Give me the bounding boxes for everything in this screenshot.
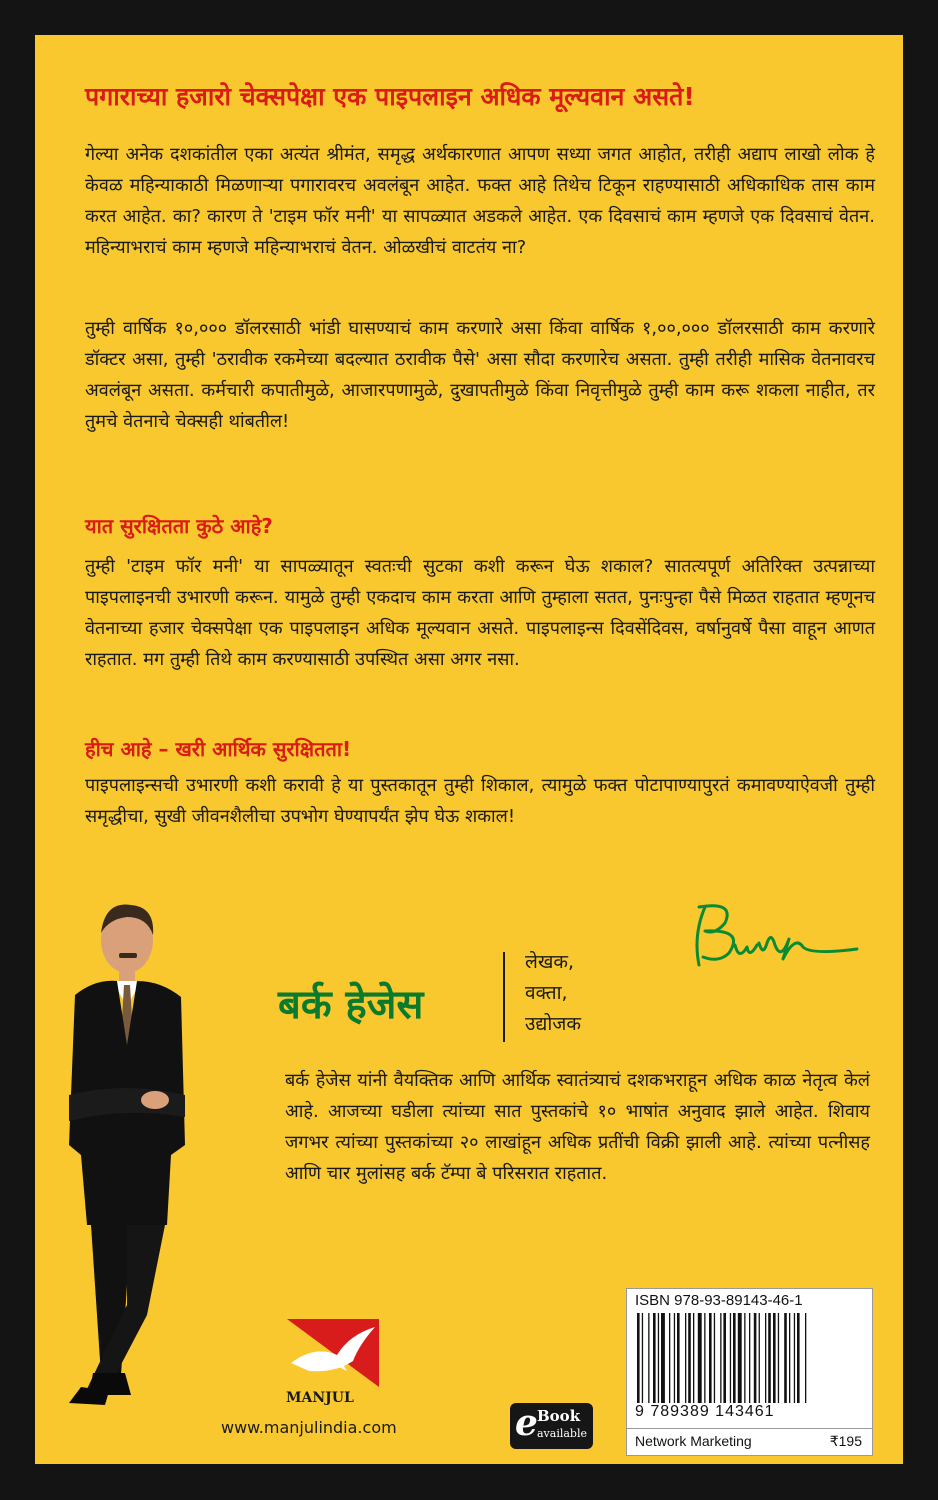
barcode-bar <box>658 1313 659 1403</box>
barcode-bar <box>714 1313 715 1403</box>
barcode-bar <box>768 1313 771 1403</box>
isbn-block <box>626 1288 873 1429</box>
role-entrepreneur: उद्योजक <box>525 1013 581 1035</box>
barcode-bar <box>685 1313 686 1403</box>
divider <box>503 952 505 1042</box>
barcode <box>635 1313 865 1403</box>
author-name: बर्क हेजेस <box>278 982 424 1028</box>
barcode-bar <box>733 1313 736 1403</box>
role-writer: लेखक, <box>525 951 575 973</box>
barcode-bar <box>784 1313 787 1403</box>
barcode-bar <box>693 1313 694 1403</box>
author-roles <box>525 947 581 1040</box>
barcode-bar <box>669 1313 670 1403</box>
barcode-bar <box>674 1313 675 1403</box>
barcode-bar <box>794 1313 795 1403</box>
paragraph-4: पाइपलाइन्सची उभारणी कशी करावी हे या पुस्तकातून तुम्ही शिकाल, त्यामुळे फक्त पोटापाण्यापुरतं कमावण्याऐवजी तुम्ही समृद्धीचा, सुखी जीवनशैलीचा उपभोग घेण्यापर्यंत झेप घेऊ शकाल! <box>85 775 875 827</box>
barcode-bar <box>720 1313 721 1403</box>
barcode-bar <box>749 1313 750 1403</box>
barcode-digits: 9 789389 143461 <box>635 1403 775 1420</box>
ebook-letter: e <box>515 1402 538 1444</box>
barcode-bar <box>661 1313 665 1403</box>
barcode-bar <box>653 1313 656 1403</box>
barcode-bar <box>704 1313 705 1403</box>
price-label: ₹195 <box>829 1433 862 1449</box>
subheading-security: यात सुरक्षितता कुठे आहे? <box>85 514 273 538</box>
barcode-bar <box>778 1313 779 1403</box>
barcode-bar <box>677 1313 680 1403</box>
paragraph-3: तुम्ही 'टाइम फॉर मनी' या सापळ्यातून स्वतःची सुटका कशी करून घेऊ शकाल? सातत्यपूर्ण अतिरिक्त उत्पन्नाच्या पाइपलाइनची उभारणी करून. यामुळे तुम्ही एकदाच काम करता आणि तुम्हाला सतत, पुनःपुन्हा पैसे मिळत राहतात म्हणूनच वेतनाच्या हजार चेक्सपेक्षा एक पाइपलाइन अधिक मूल्यवान असते. पाइपलाइन्स दिवसेंदिवस, वर्षानुवर्षे पैसा वाहून आणत राहतात. मग तुम्ही तिथे काम करण्यासाठी उपस्थित असा अगर नसा. <box>85 556 875 670</box>
barcode-bar <box>723 1313 726 1403</box>
barcode-bar <box>698 1313 702 1403</box>
paragraph-2: तुम्ही वार्षिक १०,००० डॉलरसाठी भांडी घासण्याचं काम करणारे असा किंवा वार्षिक १,००,००० डॉलरसाठी काम करणारे डॉक्टर असा, तुम्ही 'ठरावीक रकमेच्या बदल्यात ठरावीक पैसे' असा सौदा करणारेच असता. तुम्ही तरीही मासिक वेतनावरच अवलंबून असता. कर्मचारी कपातीमुळे, आजारपणामुळे, दुखापतीमुळे किंवा निवृत्तीमुळे तुम्ही काम करू शकला नाहीत, तर तुमचे वेतनाचे चेक्सही थांबतील! <box>85 318 875 432</box>
barcode-bar <box>688 1313 691 1403</box>
barcode-bar <box>642 1313 643 1403</box>
barcode-bar <box>648 1313 649 1403</box>
barcode-bar <box>738 1313 742 1403</box>
author-bio: बर्क हेजेस यांनी वैयक्तिक आणि आर्थिक स्वातंत्र्याचं दशकभराहून अधिक काळ नेतृत्व केलं आहे. आजच्या घडीला त्यांच्या सात पुस्तकांचे १० भाषांत अनुवाद झाले आहेत. शिवाय जगभर त्यांच्या पुस्तकांच्या २० लाखांहून अधिक प्रतींची विक्री झाली आहे. त्यांच्या पत्नीसह आणि चार मुलांसह बर्क टॅम्पा बे परिसरात राहतात. <box>285 1070 870 1184</box>
isbn-label: ISBN 978-93-89143-46-1 <box>635 1292 803 1309</box>
subheading-true-security: हीच आहे – खरी आर्थिक सुरक्षितता! <box>85 737 352 761</box>
barcode-bar <box>754 1313 757 1403</box>
publisher-name: MANJUL <box>286 1390 354 1406</box>
ebook-book-label: Book <box>537 1407 581 1425</box>
category-price-box <box>626 1428 873 1456</box>
barcode-bar <box>765 1313 766 1403</box>
book-back-cover <box>35 35 903 1464</box>
barcode-bar <box>805 1313 806 1403</box>
publisher-website: www.manjulindia.com <box>221 1418 397 1437</box>
barcode-bar <box>789 1313 790 1403</box>
category-label: Network Marketing <box>635 1433 752 1449</box>
paragraph-1: गेल्या अनेक दशकांतील एका अत्यंत श्रीमंत, समृद्ध अर्थकारणात आपण सध्या जगत आहोत, तरीही अद्याप लाखो लोक हे केवळ महिन्याकाठी मिळणाऱ्या पगारावरच अवलंबून आहेत. फक्त आहे तिथेच टिकून राहण्यासाठी अधिकाधिक तास काम करत आहेत. का? कारण ते 'टाइम फॉर मनी' या सापळ्यात अडकले आहेत. एक दिवसाचं काम म्हणजे एक दिवसाचं वेतन. महिन्याभराचं काम म्हणजे महिन्याभराचं वेतन. ओळखीचं वाटतंय ना? <box>85 144 875 258</box>
barcode-bar <box>730 1313 731 1403</box>
barcode-bar <box>637 1313 640 1403</box>
headline: पगाराच्या हजारो चेक्सपेक्षा एक पाइपलाइन अधिक मूल्यवान असते! <box>85 82 695 111</box>
barcode-bar <box>709 1313 712 1403</box>
author-signature <box>685 895 860 975</box>
role-speaker: वक्ता, <box>525 982 568 1004</box>
barcode-bar <box>797 1313 800 1403</box>
ebook-badge <box>510 1403 593 1449</box>
barcode-bar <box>744 1313 745 1403</box>
barcode-bar <box>759 1313 760 1403</box>
publisher-logo <box>279 1315 384 1395</box>
ebook-available-label: available <box>537 1427 587 1440</box>
barcode-bar <box>773 1313 776 1403</box>
author-photo <box>35 895 235 1455</box>
